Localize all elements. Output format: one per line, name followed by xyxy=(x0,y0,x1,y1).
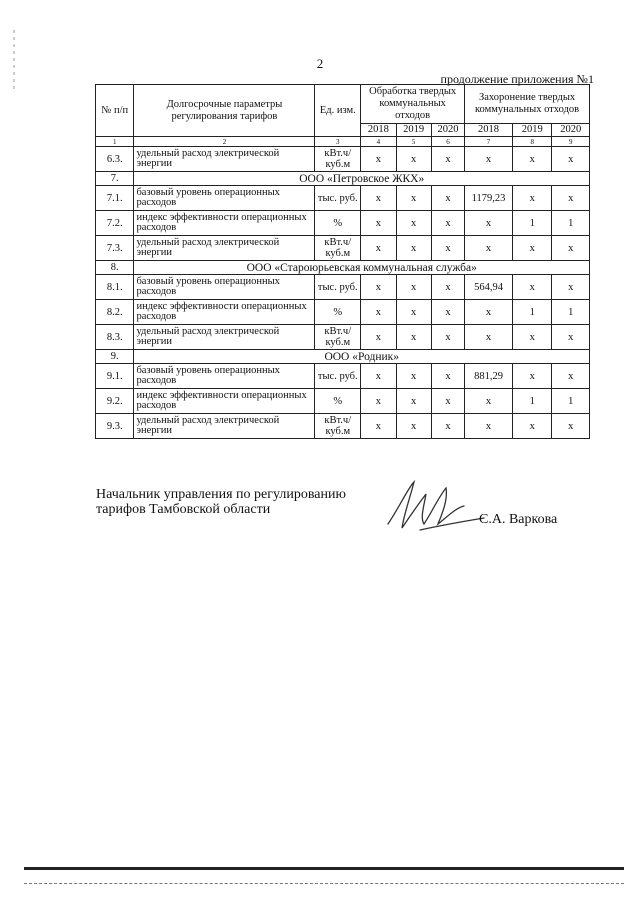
signatory-title-line1: Начальник управления по регулированию xyxy=(96,487,346,502)
value-cell: х xyxy=(431,275,464,300)
organization-row xyxy=(96,261,590,275)
value-cell: х xyxy=(396,389,431,414)
value-cell: 1 xyxy=(552,300,590,325)
header-year: 2020 xyxy=(552,124,590,137)
page-number: 2 xyxy=(316,56,324,71)
value-cell: х xyxy=(361,147,396,172)
header-year: 2019 xyxy=(512,124,552,137)
value-cell: х xyxy=(512,236,552,261)
value-cell: х xyxy=(396,414,431,439)
value-cell: 1179,23 xyxy=(465,186,513,211)
value-cell: х xyxy=(396,325,431,350)
table-row xyxy=(96,211,590,236)
header-param: Долгосрочные параметры регулирования тарифов xyxy=(134,85,315,137)
parameter-name: индекс эффективности операционных расходов xyxy=(134,300,315,325)
row-number: 8.1. xyxy=(96,275,134,300)
value-cell: х xyxy=(552,147,590,172)
unit-of-measure: кВт.ч/ куб.м xyxy=(315,325,361,350)
value-cell: х xyxy=(396,147,431,172)
column-number: 3 xyxy=(315,137,361,147)
value-cell: х xyxy=(431,236,464,261)
row-number: 8.3. xyxy=(96,325,134,350)
value-cell: х xyxy=(361,389,396,414)
value-cell: х xyxy=(396,236,431,261)
table-row xyxy=(96,147,590,172)
value-cell: х xyxy=(465,325,513,350)
value-cell: х xyxy=(431,300,464,325)
value-cell: х xyxy=(431,414,464,439)
value-cell: х xyxy=(552,325,590,350)
value-cell: х xyxy=(396,275,431,300)
unit-of-measure: % xyxy=(315,300,361,325)
column-number: 2 xyxy=(134,137,315,147)
column-number: 9 xyxy=(552,137,590,147)
header-group-disposal: Захоронение твердых коммунальных отходов xyxy=(465,85,590,124)
value-cell: х xyxy=(552,414,590,439)
row-number: 8. xyxy=(96,261,134,275)
header-unit: Ед. изм. xyxy=(315,85,361,137)
header-year: 2018 xyxy=(361,124,396,137)
signatory-title-line2: тарифов Тамбовской области xyxy=(96,502,271,517)
unit-of-measure: % xyxy=(315,211,361,236)
value-cell: х xyxy=(361,414,396,439)
organization-name: ООО «Староюрьевская коммунальная служба» xyxy=(134,261,590,275)
bottom-rule xyxy=(24,867,624,870)
value-cell: х xyxy=(512,186,552,211)
value-cell: х xyxy=(552,236,590,261)
column-number-row xyxy=(96,137,590,147)
value-cell: х xyxy=(552,364,590,389)
value-cell: 1 xyxy=(512,211,552,236)
unit-of-measure: кВт.ч/ куб.м xyxy=(315,414,361,439)
value-cell: х xyxy=(431,364,464,389)
value-cell: х xyxy=(465,300,513,325)
row-number: 9.3. xyxy=(96,414,134,439)
unit-of-measure: кВт.ч/ куб.м xyxy=(315,236,361,261)
value-cell: х xyxy=(361,236,396,261)
value-cell: х xyxy=(552,186,590,211)
signer-name: С.А. Варкова xyxy=(479,512,558,527)
value-cell: х xyxy=(512,147,552,172)
parameter-name: базовый уровень операционных расходов xyxy=(134,364,315,389)
value-cell: х xyxy=(512,364,552,389)
value-cell: х xyxy=(465,236,513,261)
value-cell: 1 xyxy=(552,389,590,414)
table-row xyxy=(96,389,590,414)
row-number: 9.1. xyxy=(96,364,134,389)
organization-name: ООО «Родник» xyxy=(134,350,590,364)
row-number: 6.3. xyxy=(96,147,134,172)
value-cell: 564,94 xyxy=(465,275,513,300)
parameter-name: индекс эффективности операционных расходов xyxy=(134,389,315,414)
value-cell: х xyxy=(431,325,464,350)
row-number: 7.2. xyxy=(96,211,134,236)
parameter-name: удельный расход электрической энергии xyxy=(134,236,315,261)
value-cell: х xyxy=(361,300,396,325)
value-cell: 1 xyxy=(552,211,590,236)
organization-row xyxy=(96,172,590,186)
column-number: 1 xyxy=(96,137,134,147)
value-cell: х xyxy=(512,325,552,350)
value-cell: х xyxy=(465,389,513,414)
unit-of-measure: тыс. руб. xyxy=(315,364,361,389)
organization-name: ООО «Петровское ЖКХ» xyxy=(134,172,590,186)
bottom-dashed-rule xyxy=(24,883,624,884)
value-cell: х xyxy=(431,186,464,211)
value-cell: х xyxy=(552,275,590,300)
value-cell: х xyxy=(396,364,431,389)
column-number: 8 xyxy=(512,137,552,147)
value-cell: х xyxy=(361,211,396,236)
parameter-name: индекс эффективности операционных расходов xyxy=(134,211,315,236)
column-number: 5 xyxy=(396,137,431,147)
unit-of-measure: тыс. руб. xyxy=(315,186,361,211)
column-number: 4 xyxy=(361,137,396,147)
table-row xyxy=(96,236,590,261)
header-year: 2018 xyxy=(465,124,513,137)
value-cell: 1 xyxy=(512,300,552,325)
unit-of-measure: кВт.ч/ куб.м xyxy=(315,147,361,172)
value-cell: 1 xyxy=(512,389,552,414)
header-num: № п/п xyxy=(96,85,134,137)
row-number: 7.1. xyxy=(96,186,134,211)
value-cell: х xyxy=(431,389,464,414)
value-cell: х xyxy=(361,325,396,350)
value-cell: х xyxy=(361,364,396,389)
value-cell: х xyxy=(396,300,431,325)
value-cell: х xyxy=(465,414,513,439)
parameter-name: базовый уровень операционных расходов xyxy=(134,275,315,300)
value-cell: 881,29 xyxy=(465,364,513,389)
value-cell: х xyxy=(465,211,513,236)
table-row xyxy=(96,414,590,439)
row-number: 8.2. xyxy=(96,300,134,325)
table-row xyxy=(96,364,590,389)
column-number: 6 xyxy=(431,137,464,147)
value-cell: х xyxy=(396,211,431,236)
row-number: 7.3. xyxy=(96,236,134,261)
unit-of-measure: % xyxy=(315,389,361,414)
tariff-parameters-table xyxy=(95,84,590,439)
parameter-name: удельный расход электрической энергии xyxy=(134,414,315,439)
row-number: 9.2. xyxy=(96,389,134,414)
handwritten-signature xyxy=(380,476,490,534)
value-cell: х xyxy=(512,414,552,439)
value-cell: х xyxy=(431,147,464,172)
header-year: 2020 xyxy=(431,124,464,137)
parameter-name: базовый уровень операционных расходов xyxy=(134,186,315,211)
header-group-processing: Обработка твердых коммунальных отходов xyxy=(361,85,465,124)
table-row xyxy=(96,186,590,211)
parameter-name: удельный расход электрической энергии xyxy=(134,147,315,172)
parameter-name: удельный расход электрической энергии xyxy=(134,325,315,350)
header-year: 2019 xyxy=(396,124,431,137)
organization-row xyxy=(96,350,590,364)
value-cell: х xyxy=(361,275,396,300)
table-row xyxy=(96,325,590,350)
value-cell: х xyxy=(361,186,396,211)
unit-of-measure: тыс. руб. xyxy=(315,275,361,300)
column-number: 7 xyxy=(465,137,513,147)
signatory-title xyxy=(96,487,346,517)
value-cell: х xyxy=(431,211,464,236)
table-row xyxy=(96,300,590,325)
row-number: 9. xyxy=(96,350,134,364)
continuation-note: продолжение приложения №1 xyxy=(440,72,594,86)
value-cell: х xyxy=(396,186,431,211)
table-row xyxy=(96,275,590,300)
value-cell: х xyxy=(465,147,513,172)
row-number: 7. xyxy=(96,172,134,186)
value-cell: х xyxy=(512,275,552,300)
